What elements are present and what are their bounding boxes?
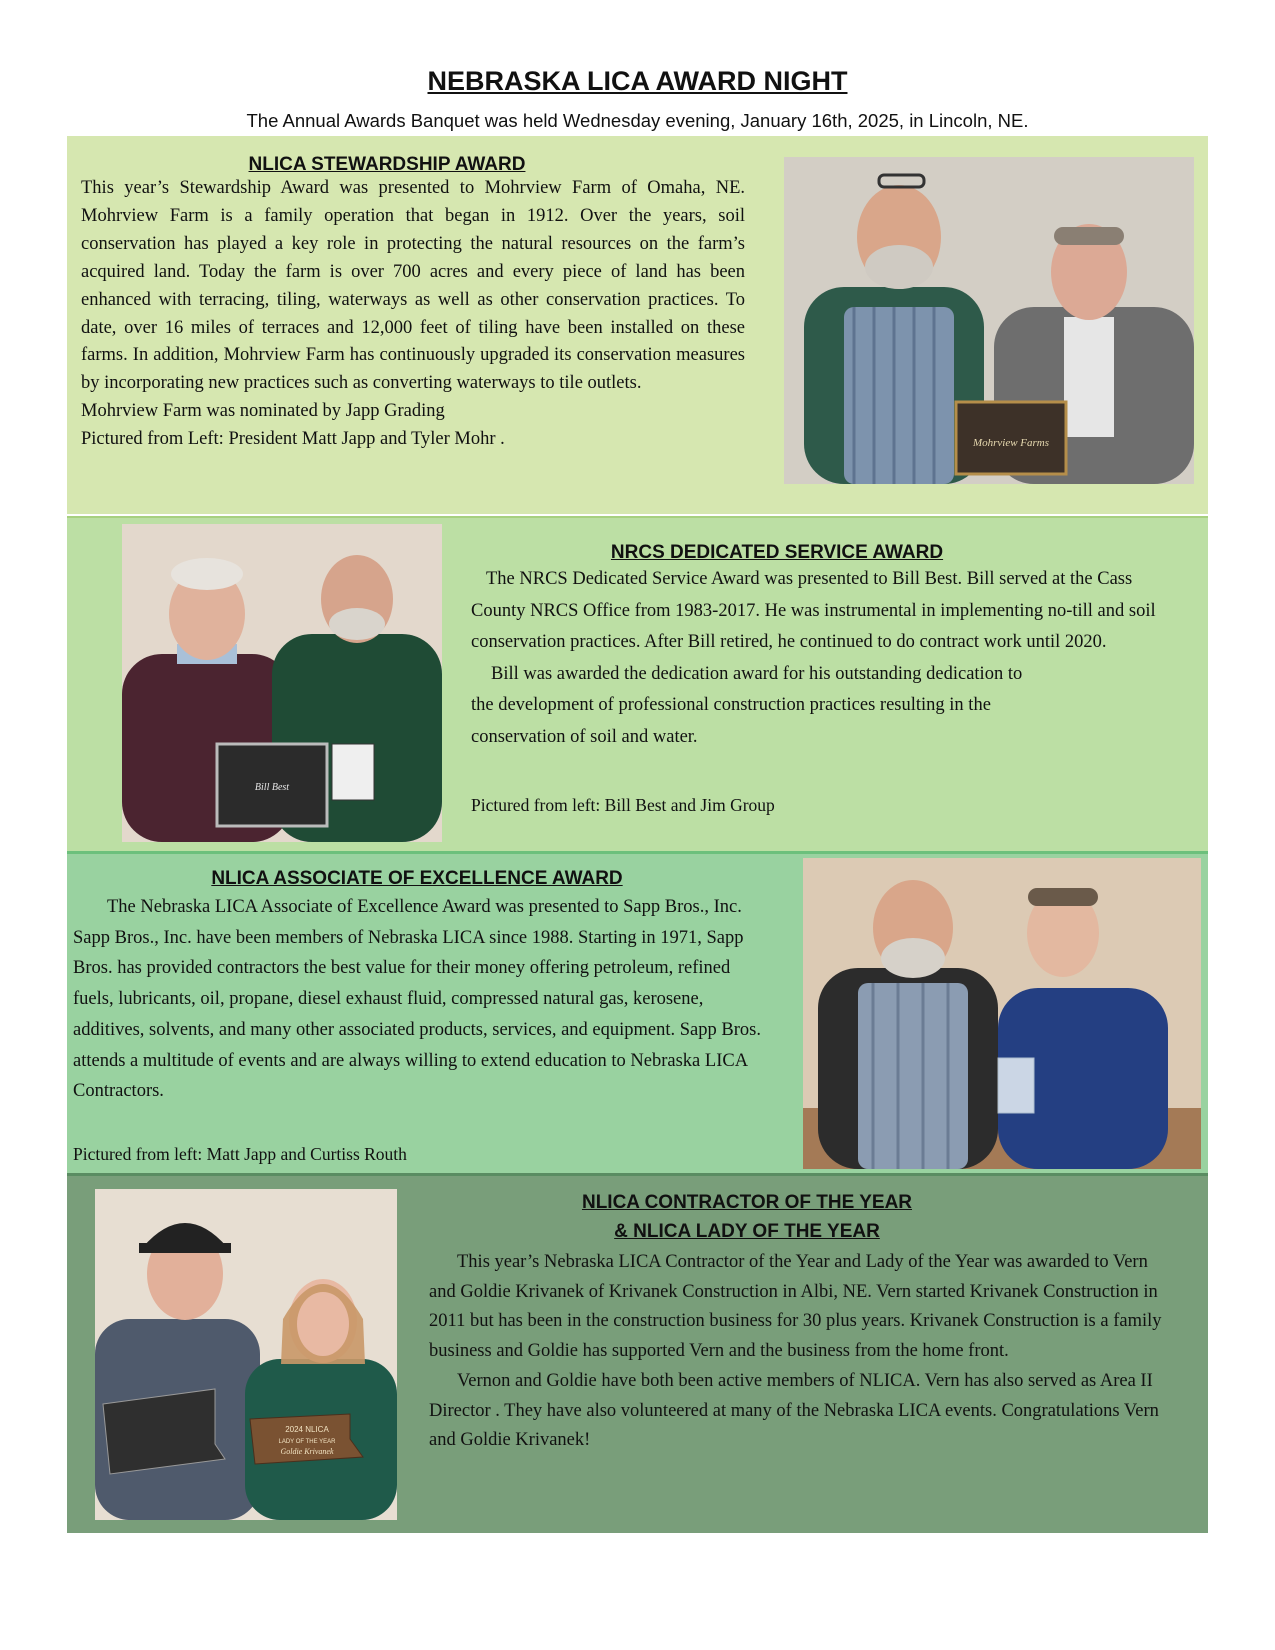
stewardship-plaque-text: Mohrview Farms [972,437,1050,449]
contractor-award-photo [95,1189,397,1520]
stewardship-award-photo [784,157,1194,484]
contractor-paragraph-1: This year’s Nebraska LICA Contractor of the Year and Lady of the Year was awarded to Vern and Goldie Krivanek of Krivanek Construction in Albi, NE. Vern started Krivanek Construction in 2011 but has been in the construction business for 30 plus years. Krivanek Construction is a family business and Goldie has supported Vern and the business from the home front. [429,1252,1162,1362]
nrcs-service-award-section [67,516,1208,851]
nrcs-caption: Pictured from left: Bill Best and Jim Group [471,795,775,815]
nrcs-plaque-text: Bill Best [254,782,290,793]
associate-excellence-section [67,851,1208,1174]
associate-excellence-heading: NLICA ASSOCIATE OF EXCELLENCE AWARD [211,868,623,889]
stewardship-award-heading: NLICA STEWARDSHIP AWARD [248,154,526,175]
contractor-of-the-year-section [67,1173,1208,1533]
page-title: NEBRASKA LICA AWARD NIGHT [427,66,848,96]
stewardship-caption: Pictured from Left: President Matt Japp and Tyler Mohr . [81,429,505,450]
associate-caption: Pictured from left: Matt Japp and Curtiss Routh [73,1144,407,1164]
lady-plaque-name: Goldie Krivanek [280,1447,334,1456]
nrcs-award-photo [122,524,442,842]
nrcs-paragraph-2: Bill was awarded the dedication award for his outstanding dedication to the development of professional construction practices resulting in the conservation of soil and water. [471,663,1023,747]
stewardship-paragraph: This year’s Stewardship Award was presented to Mohrview Farm of Omaha, NE. Mohrview Farm is a family operation that began in 1912. Over the years, soil conservation has played a key role in protecting the natural resources on the farm’s acquired land. Today the farm is over 700 acres and every piece of land has been enhanced with terracing, tiling, waterways as well as other conservation practices. To date, over 16 miles of terraces and 12,000 feet of tiling have been installed on these farms. In addition, Mohrview Farm has continuously upgraded its conservation measures by incorporating new practices such as converting waterways to tile outlets. [81,178,745,394]
lady-plaque-title: 2024 NLICA [285,1425,329,1434]
contractor-heading-line-2: & NLICA LADY OF THE YEAR [614,1221,880,1242]
nrcs-service-award-heading: NRCS DEDICATED SERVICE AWARD [610,542,944,563]
page-subtitle: The Annual Awards Banquet was held Wednesday evening, January 16th, 2025, in Lincoln, NE. [246,110,1029,131]
stewardship-nominated-by: Mohrview Farm was nominated by Japp Grading [81,401,445,422]
contractor-paragraph-2: Vernon and Goldie have both been active members of NLICA. Vern has also served as Area II Director . They have also volunteered at many of the Nebraska LICA events. Congratulations Vern and Goldie Krivanek! [429,1370,1159,1451]
lady-plaque-subtitle: LADY OF THE YEAR [278,1439,336,1445]
contractor-heading-line-1: NLICA CONTRACTOR OF THE YEAR [581,1192,913,1213]
contractor-award-text [429,1248,1179,1456]
nrcs-paragraph-1: The NRCS Dedicated Service Award was presented to Bill Best. Bill served at the Cass County NRCS Office from 1983-2017. He was instrumental in implementing no-till and soil conservation practices. After Bill retired, he continued to do contract work until 2020. [471,569,1156,652]
associate-paragraph: The Nebraska LICA Associate of Excellence Award was presented to Sapp Bros., Inc. Sapp Bros., Inc. have been members of Nebraska LICA since 1988. Starting in 1971, Sapp Bros. has provided contractors the best value for their money offering petroleum, refined fuels, lubricants, oil, propane, diesel exhaust fluid, compressed natural gas, kerosene, additives, solvents, and many other associated products, services, and equipment. Sapp Bros. attends a multitude of events and are always willing to extend education to Nebraska LICA Contractors. [73,897,761,1102]
contractor-of-the-year-heading [507,1188,987,1246]
nrcs-award-text [471,564,1189,753]
associate-award-photo [803,858,1201,1169]
stewardship-award-section [67,136,1208,514]
stewardship-award-text [81,175,745,454]
associate-excellence-text [73,892,766,1107]
